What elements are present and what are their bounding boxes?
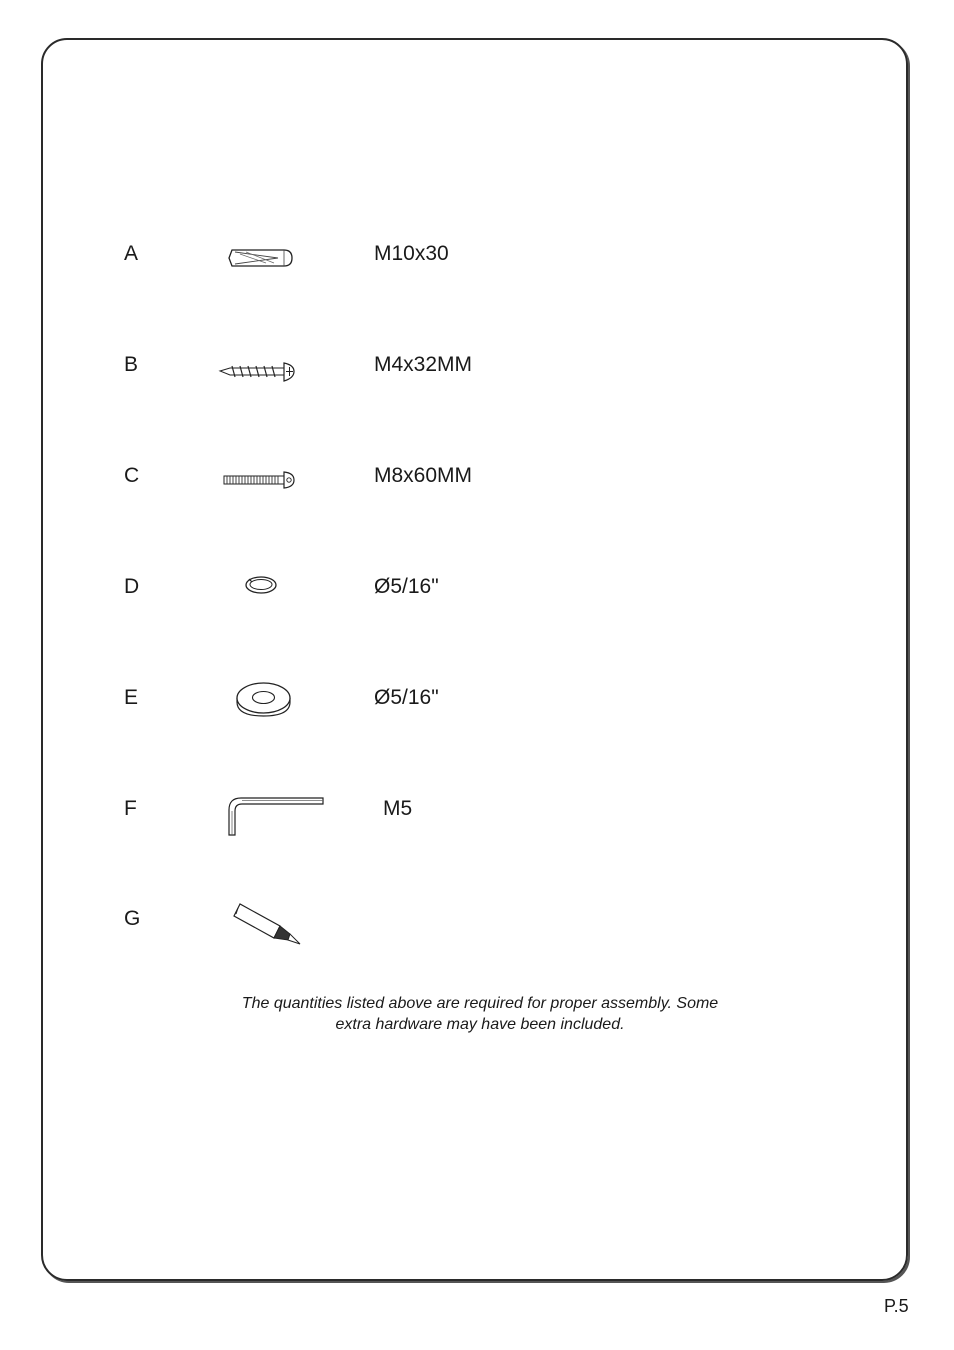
part-spec-b: M4x32MM — [374, 353, 473, 376]
flat-washer-icon — [234, 678, 294, 720]
part-letter-a: A — [124, 242, 139, 265]
part-letter-d: D — [124, 575, 140, 598]
screwdriver-bit-icon — [230, 900, 304, 950]
wood-screw-icon — [218, 357, 298, 387]
part-spec-d: Ø5/16" — [374, 575, 439, 598]
hardware-quantity-note — [200, 993, 760, 1035]
note-line-2: extra hardware may have been included. — [335, 1016, 625, 1033]
part-spec-f: M5 — [383, 797, 413, 820]
split-lock-washer-icon — [242, 572, 280, 598]
note-line-1: The quantities listed above are required for proper assembly. Some — [241, 995, 719, 1012]
page-number: P.5 — [884, 1296, 909, 1316]
wood-dowel-icon — [226, 246, 296, 270]
part-spec-e: Ø5/16" — [374, 686, 439, 709]
part-spec-a: M10x30 — [374, 242, 449, 265]
part-letter-c: C — [124, 464, 140, 487]
part-letter-e: E — [124, 686, 139, 709]
part-letter-f: F — [124, 797, 137, 820]
part-spec-c: M8x60MM — [374, 464, 473, 487]
page-border-frame — [41, 38, 908, 1281]
part-letter-b: B — [124, 353, 139, 376]
part-letter-g: G — [124, 907, 141, 930]
allen-key-icon — [225, 794, 327, 838]
bolt-icon — [222, 469, 298, 493]
